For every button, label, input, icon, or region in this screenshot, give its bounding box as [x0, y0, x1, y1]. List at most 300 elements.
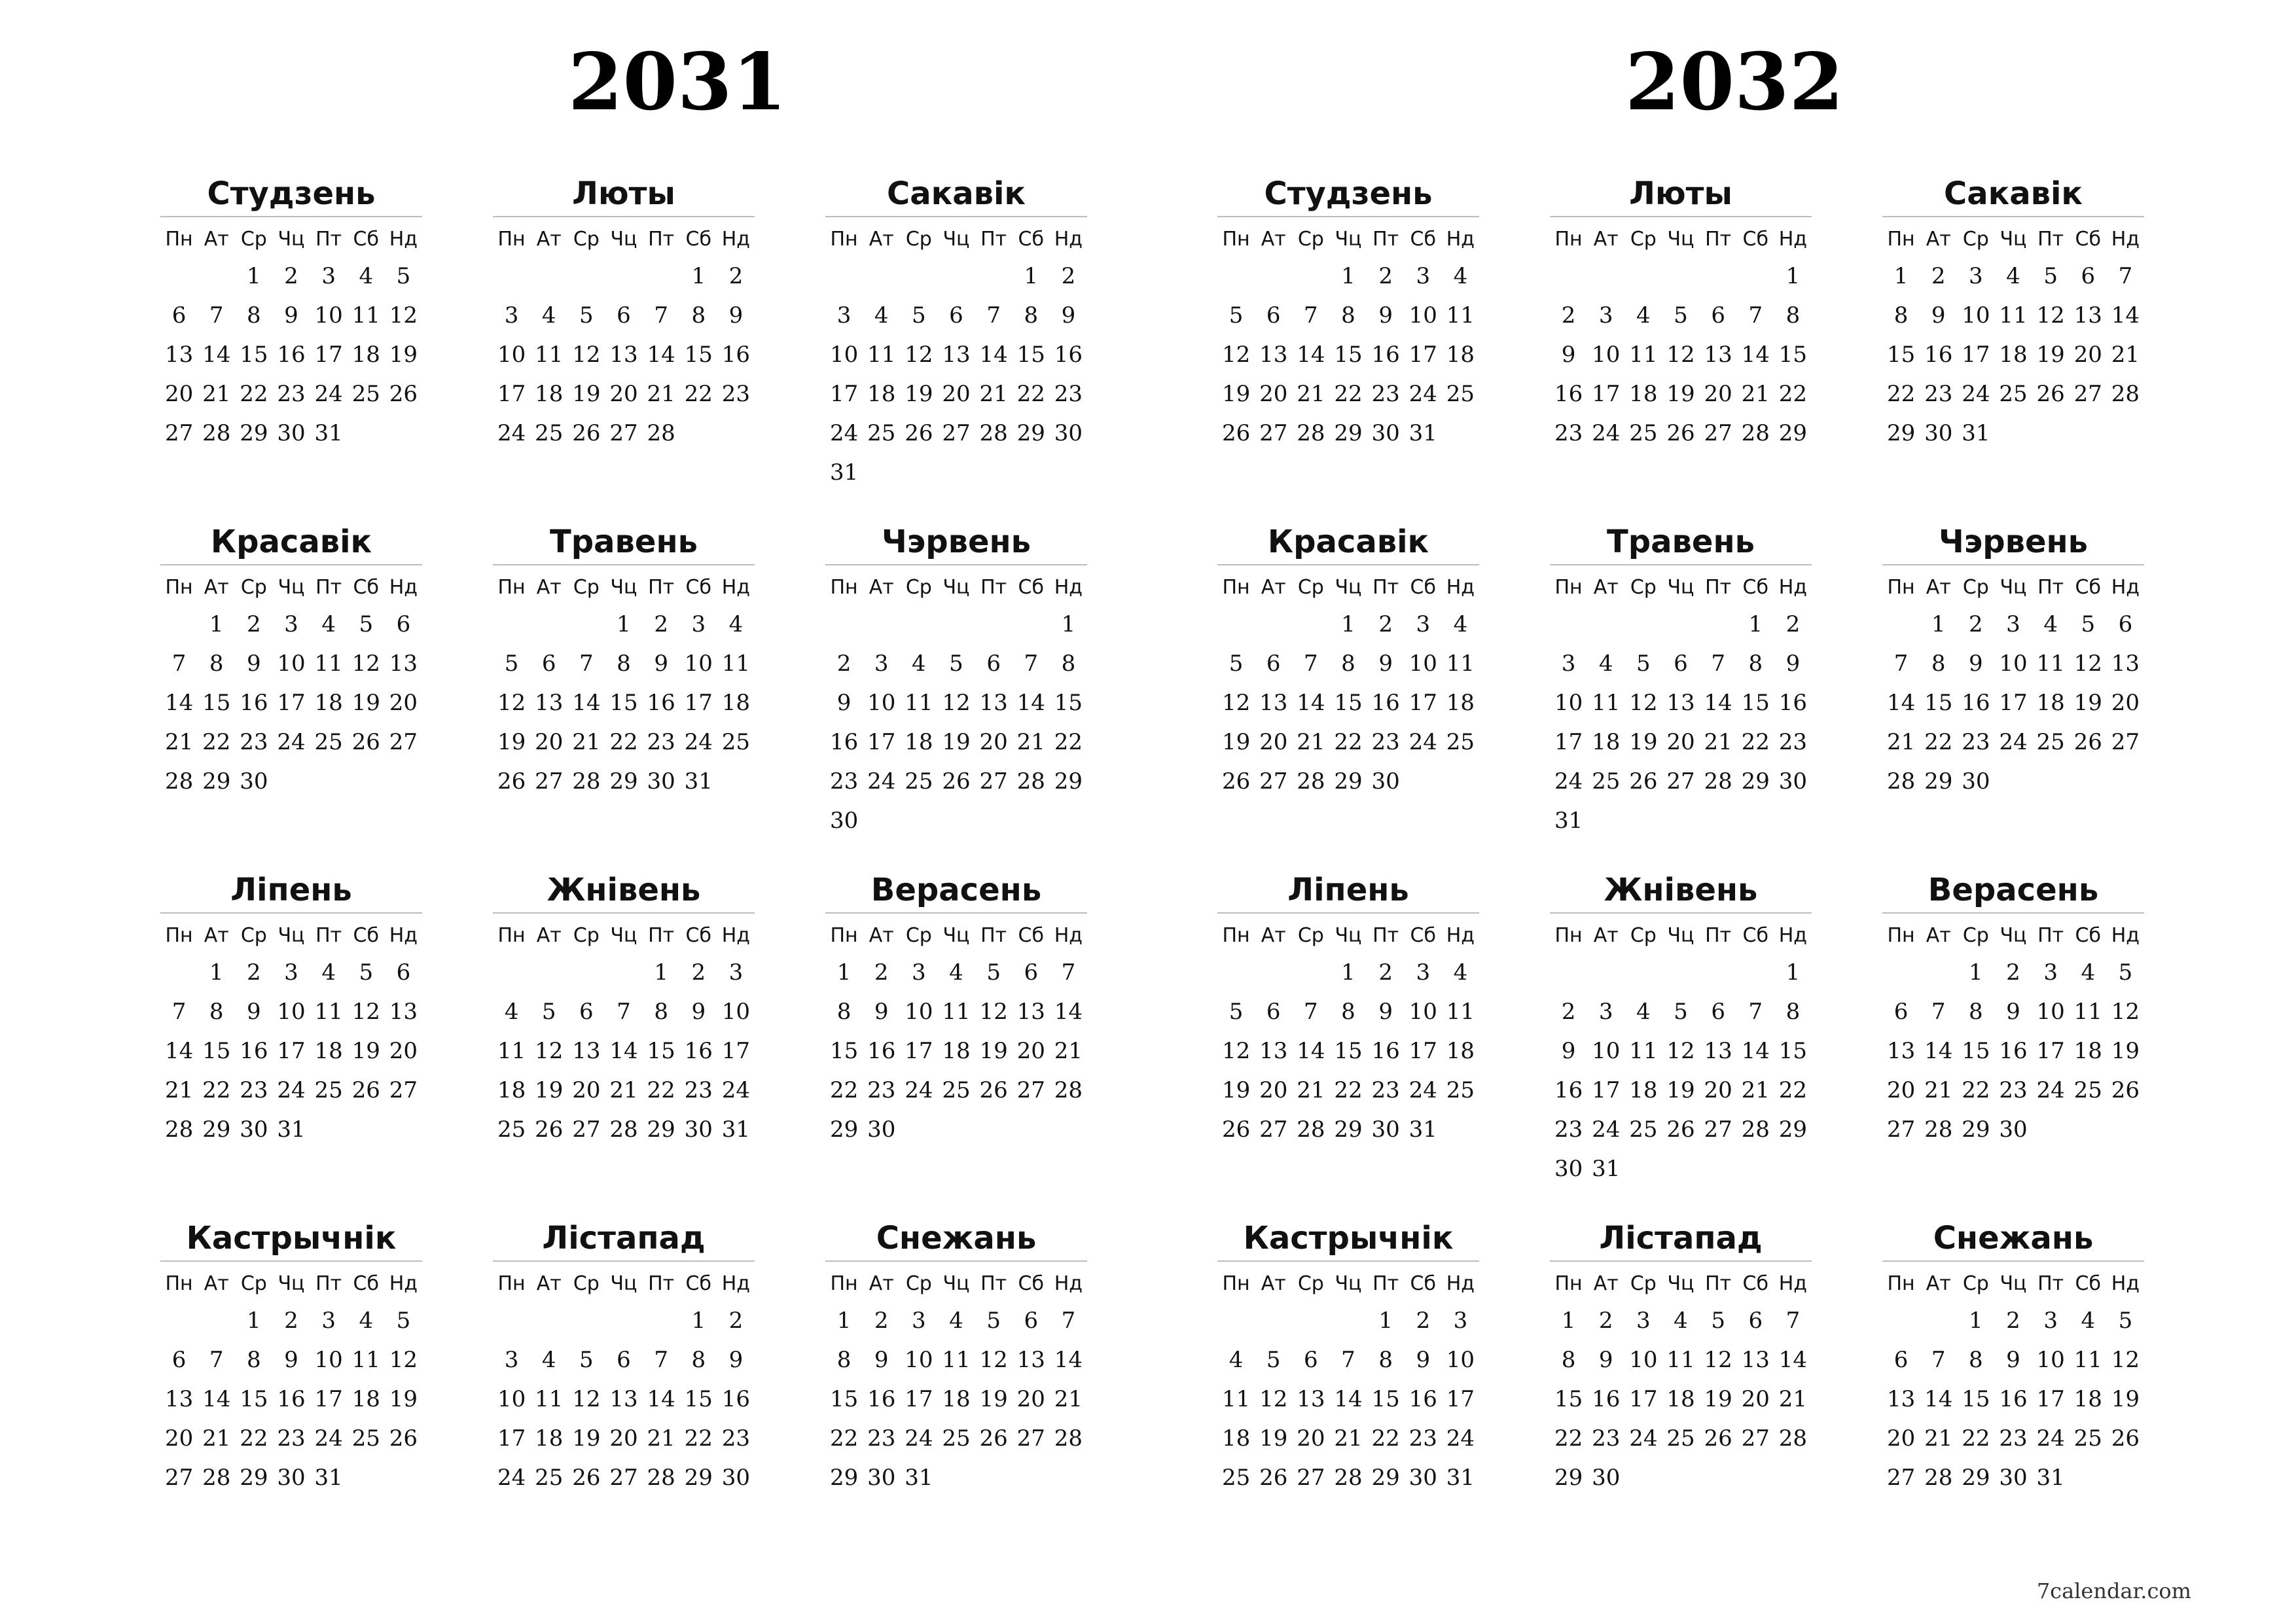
day-cell: 10 — [277, 651, 306, 677]
day-cell: 15 — [1554, 1386, 1583, 1412]
day-grid — [160, 605, 422, 801]
day-cell: 12 — [1629, 690, 1658, 716]
day-cell: 13 — [1259, 690, 1288, 716]
day-cell: 20 — [1886, 1077, 1916, 1103]
day-cell: 27 — [942, 420, 971, 446]
day-cell: 2 — [247, 611, 261, 637]
day-cell: 14 — [1778, 1347, 1808, 1373]
month-name: Чэрвень — [1938, 524, 2089, 560]
weekday-label: Чц — [1667, 228, 1695, 251]
weekday-label: Пн — [1222, 228, 1250, 251]
weekday-label: Ат — [1261, 1272, 1286, 1295]
day-cell: 10 — [829, 342, 859, 368]
day-grid — [1550, 1301, 1812, 1497]
weekday-label: Сб — [1018, 228, 1044, 251]
day-cell: 19 — [1666, 381, 1695, 407]
day-cell: 12 — [1221, 342, 1251, 368]
day-cell: 7 — [1711, 651, 1725, 677]
day-cell: 17 — [497, 381, 526, 407]
weekday-label: Ат — [869, 1272, 894, 1295]
day-cell: 16 — [1554, 1077, 1583, 1103]
day-grid — [1882, 605, 2144, 801]
day-grid — [825, 605, 1087, 840]
day-cell: 22 — [684, 1425, 713, 1452]
months-grid — [160, 174, 1194, 1525]
day-cell: 5 — [359, 959, 374, 986]
day-cell: 8 — [1748, 651, 1763, 677]
day-cell: 6 — [1711, 302, 1725, 329]
day-cell: 28 — [164, 1116, 194, 1143]
day-cell: 23 — [684, 1077, 713, 1103]
day-cell: 26 — [1221, 420, 1251, 446]
day-cell: 8 — [617, 651, 631, 677]
month-calendar — [1550, 1219, 1812, 1525]
day-cell: 9 — [728, 302, 744, 329]
day-cell: 30 — [277, 420, 306, 446]
day-cell: 8 — [1785, 999, 1801, 1025]
day-cell: 18 — [905, 729, 933, 755]
weekday-label: Ат — [1261, 576, 1286, 599]
day-cell: 30 — [647, 768, 675, 794]
day-cell: 6 — [1266, 999, 1281, 1025]
day-cell: 21 — [1016, 729, 1045, 755]
weekday-label: Пн — [497, 576, 526, 599]
weekday-label: Ср — [1962, 576, 1989, 599]
day-cell: 23 — [1778, 729, 1808, 755]
day-cell: 3 — [691, 611, 706, 637]
day-cell: 16 — [1999, 1038, 2028, 1064]
weekday-label: Сб — [1742, 576, 1768, 599]
day-cell: 2 — [2006, 959, 2020, 986]
day-cell: 3 — [2043, 959, 2058, 986]
day-cell: 16 — [721, 1386, 751, 1412]
month-divider — [1882, 564, 2144, 565]
month-divider — [1217, 216, 1479, 217]
weekday-label: Чц — [942, 924, 970, 947]
day-cell: 1 — [691, 1308, 706, 1334]
weekday-label: Ат — [1593, 576, 1619, 599]
day-cell: 3 — [504, 302, 519, 329]
day-cell: 14 — [2111, 302, 2140, 329]
month-calendar — [1550, 174, 1812, 480]
weekday-label: Сб — [685, 576, 711, 599]
weekday-label: Ат — [869, 228, 894, 251]
weekday-label: Ср — [905, 576, 932, 599]
day-cell: 3 — [284, 611, 298, 637]
weekday-label: Нд — [1054, 576, 1083, 599]
day-cell: 14 — [572, 690, 601, 716]
day-cell: 30 — [1778, 768, 1808, 794]
day-cell: 16 — [1924, 342, 1953, 368]
weekday-label: Ат — [204, 1272, 229, 1295]
day-cell: 11 — [942, 999, 971, 1025]
day-cell: 16 — [240, 690, 268, 716]
day-cell: 1 — [1785, 263, 1801, 289]
day-cell: 18 — [1999, 342, 2028, 368]
month-calendar — [825, 522, 1087, 834]
day-cell: 6 — [396, 611, 411, 637]
weekday-label: Ср — [1630, 576, 1657, 599]
day-cell: 28 — [1054, 1425, 1083, 1452]
day-cell: 10 — [1629, 1347, 1658, 1373]
day-cell: 26 — [1259, 1465, 1288, 1491]
day-cell: 14 — [1741, 342, 1770, 368]
day-cell: 5 — [541, 999, 556, 1025]
day-cell: 19 — [389, 342, 418, 368]
weekday-label: Нд — [721, 924, 751, 947]
day-cell: 13 — [1886, 1386, 1916, 1412]
day-cell: 29 — [1886, 420, 1916, 446]
day-grid — [160, 257, 422, 453]
day-cell: 29 — [1054, 768, 1083, 794]
day-cell: 25 — [351, 1425, 380, 1452]
weekday-header — [493, 223, 755, 257]
day-cell: 29 — [1924, 768, 1953, 794]
weekday-label: Нд — [389, 228, 418, 251]
day-cell: 22 — [1924, 729, 1953, 755]
day-cell: 9 — [1598, 1347, 1613, 1373]
day-cell: 7 — [209, 302, 224, 329]
day-cell: 24 — [1446, 1425, 1475, 1452]
day-cell: 14 — [979, 342, 1008, 368]
day-cell: 2 — [284, 263, 298, 289]
day-cell: 14 — [202, 1386, 231, 1412]
day-cell: 8 — [836, 999, 852, 1025]
day-cell: 9 — [874, 999, 889, 1025]
month-calendar — [1882, 1219, 2144, 1525]
day-cell: 19 — [1221, 1077, 1251, 1103]
day-cell: 8 — [691, 1347, 706, 1373]
day-cell: 30 — [721, 1465, 751, 1491]
day-cell: 24 — [1999, 729, 2028, 755]
day-cell: 12 — [572, 342, 601, 368]
day-cell: 3 — [1598, 302, 1613, 329]
day-cell: 26 — [389, 1425, 418, 1452]
day-cell: 4 — [1453, 263, 1468, 289]
month-name: Снежань — [876, 1220, 1037, 1257]
day-cell: 6 — [396, 959, 411, 986]
day-cell: 22 — [1741, 729, 1770, 755]
day-cell: 28 — [609, 1116, 638, 1143]
weekday-header — [1882, 223, 2144, 257]
weekday-label: Нд — [389, 1272, 418, 1295]
day-cell: 27 — [164, 1465, 194, 1491]
weekday-label: Ат — [1593, 1272, 1619, 1295]
weekday-label: Нд — [1054, 924, 1083, 947]
weekday-header — [1217, 571, 1479, 605]
day-cell: 5 — [1711, 1308, 1725, 1334]
day-cell: 4 — [541, 1347, 556, 1373]
day-cell: 6 — [1024, 959, 1039, 986]
weekday-label: Нд — [1054, 1272, 1083, 1295]
day-cell: 10 — [721, 999, 751, 1025]
weekday-label: Ат — [536, 576, 562, 599]
day-cell: 6 — [171, 1347, 187, 1373]
day-cell: 31 — [277, 1116, 306, 1143]
day-cell: 17 — [497, 1425, 526, 1452]
day-cell: 30 — [1371, 768, 1400, 794]
day-cell: 15 — [684, 1386, 713, 1412]
weekday-label: Чц — [942, 576, 970, 599]
month-name: Верасень — [1928, 872, 2099, 908]
day-grid — [825, 953, 1087, 1149]
month-divider — [1550, 216, 1812, 217]
day-cell: 15 — [829, 1038, 859, 1064]
day-cell: 19 — [1629, 729, 1658, 755]
day-cell: 12 — [1221, 1038, 1251, 1064]
day-cell: 25 — [905, 768, 933, 794]
day-cell: 6 — [1893, 1347, 1909, 1373]
day-cell: 2 — [1378, 611, 1393, 637]
day-cell: 15 — [1962, 1386, 1990, 1412]
weekday-label: Пт — [2037, 228, 2064, 251]
day-cell: 1 — [654, 959, 668, 986]
month-calendar — [160, 522, 422, 829]
day-cell: 8 — [836, 1347, 852, 1373]
day-cell: 2 — [1061, 263, 1076, 289]
day-cell: 7 — [1748, 999, 1763, 1025]
day-cell: 14 — [1741, 1038, 1770, 1064]
day-cell: 7 — [171, 999, 187, 1025]
day-cell: 1 — [1785, 959, 1801, 986]
weekday-label: Чц — [1335, 228, 1362, 251]
day-cell: 27 — [1886, 1116, 1916, 1143]
day-cell: 31 — [905, 1465, 933, 1491]
day-cell: 16 — [867, 1038, 896, 1064]
day-cell: 4 — [949, 959, 963, 986]
day-cell: 13 — [1704, 1038, 1732, 1064]
day-cell: 31 — [2036, 1465, 2065, 1491]
day-cell: 21 — [164, 729, 194, 755]
day-cell: 15 — [1371, 1386, 1400, 1412]
day-cell: 12 — [1666, 342, 1695, 368]
day-cell: 29 — [1334, 1116, 1363, 1143]
day-grid — [1882, 1301, 2144, 1497]
day-cell: 27 — [1741, 1425, 1770, 1452]
weekday-header — [1217, 1267, 1479, 1301]
day-cell: 22 — [1962, 1425, 1990, 1452]
day-cell: 23 — [1371, 729, 1400, 755]
weekday-label: Сб — [685, 1272, 711, 1295]
weekday-label: Чц — [2000, 576, 2027, 599]
weekday-label: Ср — [240, 228, 267, 251]
day-cell: 17 — [1446, 1386, 1475, 1412]
day-cell: 13 — [1741, 1347, 1770, 1373]
day-cell: 6 — [1266, 651, 1281, 677]
weekday-label: Нд — [1446, 1272, 1475, 1295]
weekday-label: Ср — [1962, 1272, 1989, 1295]
day-cell: 30 — [1924, 420, 1953, 446]
weekday-label: Сб — [2075, 924, 2101, 947]
day-cell: 19 — [389, 1386, 418, 1412]
day-cell: 5 — [949, 651, 963, 677]
day-cell: 13 — [164, 1386, 194, 1412]
day-cell: 7 — [1304, 302, 1318, 329]
weekday-label: Сб — [1018, 576, 1044, 599]
day-cell: 22 — [1554, 1425, 1583, 1452]
weekday-label: Сб — [1742, 924, 1768, 947]
day-cell: 6 — [2118, 611, 2133, 637]
month-name: Жнівень — [1604, 872, 1758, 908]
weekday-label: Ат — [1593, 228, 1619, 251]
day-cell: 16 — [684, 1038, 713, 1064]
day-cell: 21 — [2111, 342, 2140, 368]
day-cell: 29 — [647, 1116, 675, 1143]
day-cell: 22 — [202, 1077, 231, 1103]
day-cell: 1 — [247, 1308, 261, 1334]
year-title: 2031 — [568, 36, 787, 128]
day-cell: 4 — [1453, 959, 1468, 986]
day-cell: 2 — [728, 1308, 744, 1334]
weekday-label: Чц — [1335, 924, 1362, 947]
day-grid — [493, 257, 755, 453]
month-divider — [1217, 912, 1479, 914]
day-cell: 9 — [1378, 302, 1393, 329]
month-divider — [160, 1260, 422, 1262]
weekday-label: Пт — [648, 576, 675, 599]
weekday-label: Пт — [315, 924, 342, 947]
day-cell: 21 — [164, 1077, 194, 1103]
day-cell: 18 — [314, 1038, 343, 1064]
day-cell: 26 — [979, 1425, 1008, 1452]
day-cell: 2 — [1931, 263, 1946, 289]
day-cell: 20 — [572, 1077, 601, 1103]
day-cell: 20 — [389, 690, 418, 716]
day-cell: 26 — [2036, 381, 2065, 407]
day-cell: 25 — [1446, 1077, 1475, 1103]
month-name: Лістапад — [1599, 1220, 1763, 1257]
day-cell: 11 — [535, 342, 564, 368]
day-cell: 5 — [579, 302, 594, 329]
weekday-label: Чц — [1335, 1272, 1362, 1295]
weekday-label: Пт — [648, 924, 675, 947]
weekday-label: Пн — [1222, 924, 1250, 947]
day-cell: 17 — [721, 1038, 751, 1064]
month-divider — [1550, 564, 1812, 565]
day-cell: 14 — [1334, 1386, 1363, 1412]
day-cell: 15 — [240, 342, 268, 368]
weekday-label: Нд — [721, 576, 751, 599]
weekday-label: Ср — [1297, 1272, 1324, 1295]
day-cell: 10 — [1999, 651, 2028, 677]
day-cell: 6 — [1674, 651, 1688, 677]
weekday-label: Пн — [1222, 576, 1250, 599]
day-cell: 20 — [389, 1038, 418, 1064]
day-cell: 14 — [164, 1038, 194, 1064]
day-cell: 19 — [497, 729, 526, 755]
day-cell: 24 — [829, 420, 859, 446]
day-cell: 9 — [284, 302, 298, 329]
day-cell: 15 — [1741, 690, 1770, 716]
day-cell: 28 — [572, 768, 601, 794]
day-cell: 21 — [1054, 1386, 1083, 1412]
day-cell: 2 — [1378, 959, 1393, 986]
day-cell: 12 — [389, 1347, 418, 1373]
day-cell: 5 — [1674, 302, 1688, 329]
day-cell: 1 — [691, 263, 706, 289]
weekday-label: Пт — [980, 228, 1007, 251]
day-cell: 9 — [1378, 651, 1393, 677]
weekday-label: Пт — [648, 228, 675, 251]
day-cell: 4 — [1229, 1347, 1244, 1373]
day-cell: 2 — [1969, 611, 1983, 637]
day-cell: 28 — [1924, 1465, 1953, 1491]
day-cell: 29 — [1334, 768, 1363, 794]
day-cell: 10 — [2036, 999, 2065, 1025]
weekday-label: Пт — [980, 576, 1007, 599]
day-cell: 7 — [1748, 302, 1763, 329]
day-cell: 24 — [867, 768, 896, 794]
day-cell: 3 — [1416, 611, 1431, 637]
weekday-label: Пн — [497, 228, 526, 251]
day-cell: 7 — [1341, 1347, 1355, 1373]
month-divider — [825, 564, 1087, 565]
weekday-label: Ср — [240, 1272, 267, 1295]
day-cell: 2 — [1598, 1308, 1613, 1334]
day-cell: 30 — [1554, 1156, 1583, 1182]
day-cell: 16 — [1999, 1386, 2028, 1412]
weekday-label: Сб — [2075, 1272, 2101, 1295]
day-cell: 22 — [1778, 1077, 1808, 1103]
day-cell: 28 — [1886, 768, 1916, 794]
day-cell: 26 — [351, 729, 380, 755]
month-calendar — [1217, 522, 1479, 829]
month-name: Жнівень — [547, 872, 701, 908]
day-cell: 9 — [691, 999, 706, 1025]
weekday-label: Чц — [1667, 924, 1695, 947]
day-cell: 10 — [867, 690, 896, 716]
day-cell: 2 — [691, 959, 706, 986]
day-cell: 21 — [572, 729, 601, 755]
weekday-label: Чц — [610, 576, 637, 599]
day-cell: 17 — [905, 1386, 933, 1412]
day-cell: 2 — [874, 1308, 889, 1334]
day-cell: 21 — [1334, 1425, 1363, 1452]
day-cell: 21 — [979, 381, 1008, 407]
day-cell: 11 — [1446, 999, 1475, 1025]
day-cell: 5 — [2081, 611, 2096, 637]
day-cell: 19 — [351, 690, 380, 716]
day-cell: 14 — [647, 1386, 675, 1412]
weekday-label: Пн — [830, 576, 858, 599]
day-grid — [1550, 257, 1812, 453]
day-cell: 20 — [1741, 1386, 1770, 1412]
weekday-label: Пт — [2037, 1272, 2064, 1295]
weekday-label: Пн — [165, 1272, 193, 1295]
month-divider — [1882, 216, 2144, 217]
weekday-header — [825, 1267, 1087, 1301]
weekday-label: Сб — [1742, 228, 1768, 251]
month-name: Люты — [1629, 175, 1732, 212]
day-cell: 5 — [1229, 302, 1244, 329]
day-cell: 5 — [396, 263, 411, 289]
day-cell: 21 — [647, 381, 675, 407]
day-cell: 7 — [1061, 959, 1076, 986]
weekday-label: Ср — [905, 228, 932, 251]
day-cell: 30 — [240, 1116, 268, 1143]
day-cell: 10 — [1408, 999, 1437, 1025]
day-cell: 7 — [986, 302, 1001, 329]
day-cell: 30 — [829, 808, 859, 834]
day-cell: 23 — [867, 1077, 896, 1103]
day-cell: 25 — [1446, 729, 1475, 755]
weekday-label: Сб — [1410, 576, 1436, 599]
day-cell: 19 — [535, 1077, 564, 1103]
weekday-label: Ат — [1593, 924, 1619, 947]
day-cell: 10 — [1962, 302, 1990, 329]
day-cell: 19 — [979, 1386, 1008, 1412]
day-cell: 8 — [1785, 302, 1801, 329]
